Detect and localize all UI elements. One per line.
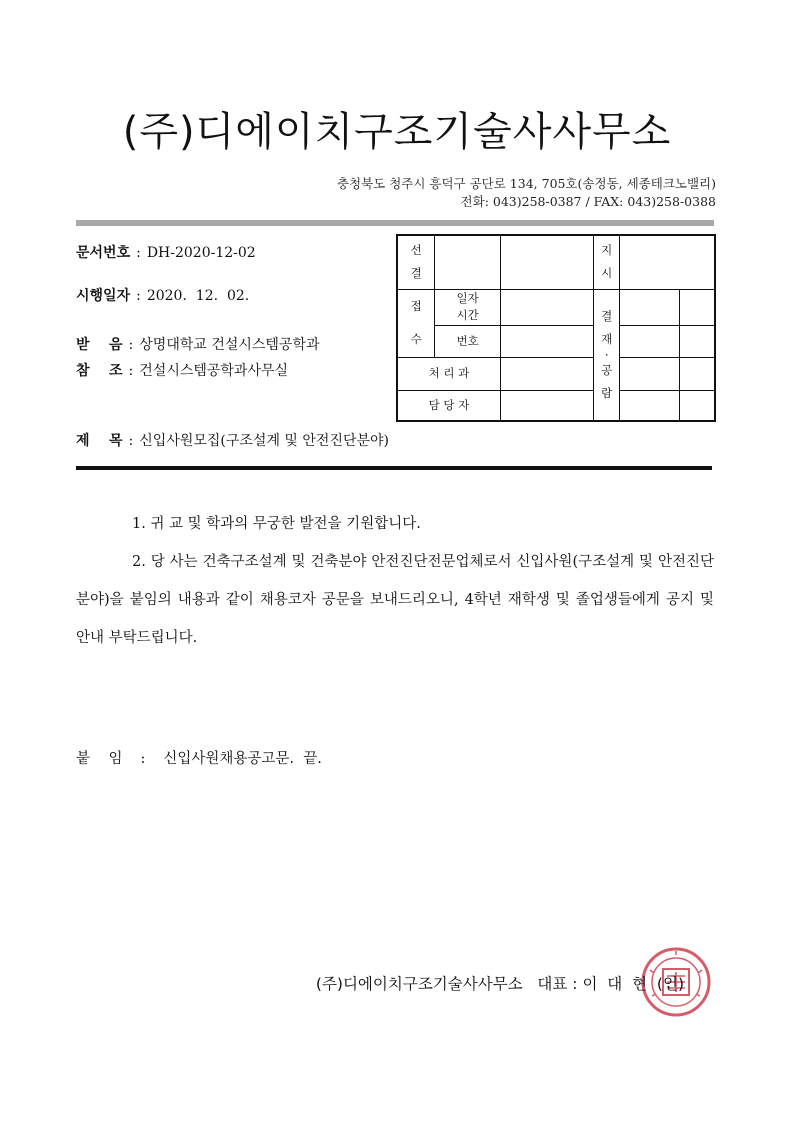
approval-sign-cell <box>435 235 501 289</box>
colon: : <box>136 288 141 304</box>
recipient-row <box>76 334 320 354</box>
reference-row <box>76 360 288 380</box>
receipt-date-label: 일자 시간 <box>435 289 501 325</box>
colon: : <box>128 337 134 353</box>
review-header-cell: 결 재 · 공 람 <box>594 289 620 421</box>
review-cell <box>620 390 680 421</box>
approval-table <box>396 234 716 422</box>
doc-number-value: DH-2020-12-02 <box>146 245 256 261</box>
attachment-value: 신입사원채용공고문. 끝. <box>163 751 322 767</box>
doc-number-row <box>76 242 256 262</box>
table-row <box>397 325 715 357</box>
person-label: 담 당 자 <box>397 390 500 421</box>
company-address: 충청북도 청주시 흥덕구 공단로 134, 705호(송정동, 세종테크노밸리) <box>336 176 716 191</box>
attachment-label: 붙 임 <box>76 751 123 767</box>
review-cell <box>620 289 680 325</box>
table-row <box>397 357 715 390</box>
company-contact: 전화: 043)258-0387 / FAX: 043)258-0388 <box>460 194 716 209</box>
date-value: 2020. 12. 02. <box>146 288 250 304</box>
review-cell <box>620 357 680 390</box>
receipt-date-cell <box>500 289 593 325</box>
colon: : <box>128 433 134 449</box>
table-row <box>397 235 715 289</box>
reference-label: 참 조 <box>76 363 123 379</box>
review-cell <box>620 325 680 357</box>
table-row <box>397 289 715 325</box>
instruction-cell <box>620 235 715 289</box>
receipt-header-cell: 접 수 <box>397 289 435 357</box>
reference-value: 건설시스템공학과사무실 <box>139 363 289 379</box>
person-cell <box>500 390 593 421</box>
instruction-header-cell: 지 시 <box>594 235 620 289</box>
table-row <box>397 390 715 421</box>
header-divider <box>76 220 714 226</box>
review-cell <box>679 325 715 357</box>
signature-line: (주)디에이치구조기술사사무소 대표 : 이 대 현 (인) <box>315 975 684 993</box>
body-divider <box>76 466 712 470</box>
subject-row <box>76 430 389 450</box>
colon: : <box>140 751 146 767</box>
body-text <box>76 505 714 657</box>
company-address-block <box>337 175 716 211</box>
paragraph-1: 1. 귀 교 및 학과의 무궁한 발전을 기원합니다. <box>132 516 421 532</box>
attachment-row <box>76 740 322 778</box>
dept-cell <box>500 357 593 390</box>
recipient-label: 받 음 <box>76 337 123 353</box>
approval-sign-cell <box>500 235 593 289</box>
paragraph-2: 2. 당 사는 건축구조설계 및 건축분야 안전진단전문업체로서 신입사원(구조설계 및 안전진단분야)을 붙임의 내용과 같이 채용코자 공문을 보내드리오니, 4학년 재학생 및 졸업생들에게 공지 및 안내 부탁드립니다. <box>76 554 714 646</box>
doc-number-label: 문서번호 <box>76 245 131 261</box>
subject-label: 제 목 <box>76 433 123 449</box>
date-label: 시행일자 <box>76 288 131 304</box>
receipt-number-cell <box>500 325 593 357</box>
colon: : <box>128 363 134 379</box>
receipt-number-label: 번호 <box>435 325 501 357</box>
review-cell <box>679 289 715 325</box>
colon: : <box>136 245 141 261</box>
company-title: (주)디에이치구조기술사사무소 <box>122 109 672 155</box>
subject-value: 신입사원모집(구조설계 및 안전진단분야) <box>139 433 389 449</box>
review-cell <box>679 390 715 421</box>
date-row <box>76 285 249 305</box>
recipient-value: 상명대학교 건설시스템공학과 <box>139 337 320 353</box>
review-cell <box>679 357 715 390</box>
dept-label: 처 리 과 <box>397 357 500 390</box>
approval-header-cell: 선 결 <box>397 235 435 289</box>
